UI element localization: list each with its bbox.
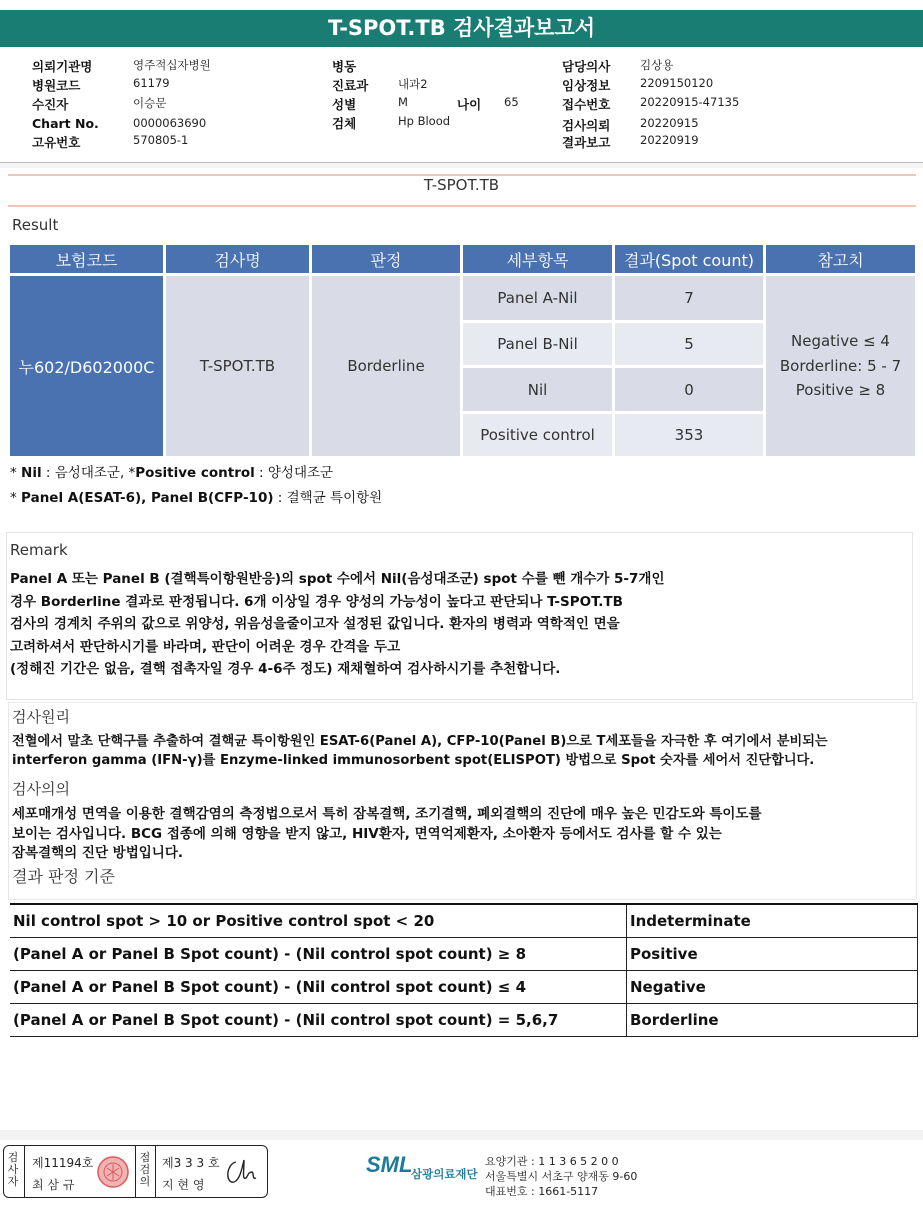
info-label: 진료과 (332, 78, 369, 93)
divider (135, 1146, 136, 1197)
seal-icon (96, 1155, 130, 1189)
criteria-condition: (Panel A or Panel B Spot count) - (Nil control spot count) = 5,6,7 (10, 1004, 627, 1037)
org-logo-text: SML (366, 1152, 413, 1177)
info-label: 임상정보 (562, 78, 611, 93)
remark-line: (정해진 기간은 없음, 결핵 접촉자일 경우 4-6주 정도) 재채혈하여 검사하시기를 추천합니다. (10, 661, 561, 677)
table-row (10, 938, 918, 971)
criteria-condition: Nil control spot > 10 or Positive control spot < 20 (10, 904, 627, 938)
reference-line: Borderline: 5 - 7 (779, 356, 902, 375)
info-value: M (398, 95, 408, 109)
significance-line: 보이는 검사입니다. BCG 접종에 의해 영향을 받지 않고, HIV환자, 면역억제환자, 소아환자 등에서도 검사를 할 수 있는 (12, 826, 722, 842)
info-value: 20220915 (640, 116, 699, 130)
org-address: 서울특별시 서초구 양재동 9-60 (485, 1170, 638, 1183)
section-title: T-SPOT.TB (423, 176, 500, 194)
info-value: 이승문 (133, 96, 167, 110)
test-name: T-SPOT.TB (166, 276, 309, 456)
footnote: * Panel A(ESAT-6), Panel B(CFP-10) : 결핵균 특이항원 (10, 490, 383, 506)
significance-heading: 검사의의 (12, 780, 70, 798)
org-code: 요양기관 : 1 1 3 6 5 2 0 0 (485, 1155, 619, 1168)
footnote: * Nil : 음성대조군, *Positive control : 양성대조군 (10, 465, 334, 481)
significance-line: 세포매개성 면역을 이용한 결핵감염의 측정법으로서 특히 잠복결핵, 조기결핵, 폐외결핵의 진단에 매우 높은 민감도와 특이도를 (12, 806, 762, 822)
principle-heading: 검사원리 (12, 708, 70, 726)
info-value: 2209150120 (640, 76, 714, 90)
criteria-heading: 결과 판정 기준 (12, 867, 115, 886)
column-header: 결과(Spot count) (615, 245, 763, 273)
tester-label: 검 사 자 (7, 1151, 19, 1188)
remark-line: Panel A 또는 Panel B (결핵특이항원반응)의 spot 수에서 Nil(음성대조군) spot 수를 뺀 개수가 5-7개인 (10, 571, 665, 587)
spot-count: 5 (615, 323, 763, 365)
column-header: 보험코드 (10, 245, 163, 273)
info-label: 담당의사 (562, 59, 611, 74)
significance-line: 잠복결핵의 진단 방법입니다. (12, 845, 184, 861)
principle-line: 전혈에서 말초 단핵구를 추출하여 결핵균 특이항원인 ESAT-6(Panel A), CFP-10(Panel B)으로 T세포들을 자극한 후 여기에서 분비되는 (12, 734, 828, 749)
criteria-result: Negative (627, 971, 918, 1004)
criteria-condition: (Panel A or Panel B Spot count) - (Nil control spot count) ≥ 8 (10, 938, 627, 971)
age-value: 65 (504, 95, 519, 109)
table-row (10, 904, 918, 938)
table-row (10, 971, 918, 1004)
remark-line: 고려하셔서 판단하시기를 바라며, 판단이 어려운 경우 간격을 두고 (10, 639, 401, 655)
info-label: 병동 (332, 59, 357, 74)
insurance-code: 누602/D602000C (10, 276, 163, 456)
result-heading: Result (12, 216, 59, 234)
criteria-table (10, 903, 918, 1037)
info-label: 의뢰기관명 (32, 59, 93, 74)
info-label: 접수번호 (562, 97, 611, 112)
column-header: 판정 (312, 245, 460, 273)
org-logo (366, 1152, 412, 1178)
reference-line: Positive ≥ 8 (795, 381, 886, 400)
detail-item: Panel B-Nil (463, 323, 612, 365)
criteria-result: Borderline (627, 1004, 918, 1037)
reference-line: Negative ≤ 4 (791, 332, 890, 351)
info-value: 20220919 (640, 133, 699, 147)
remark-heading: Remark (10, 541, 68, 559)
info-label: 고유번호 (32, 135, 81, 150)
reviewer-name: 지 현 영 (162, 1178, 205, 1192)
info-value: 570805-1 (133, 133, 189, 147)
info-value: 내과2 (398, 77, 428, 91)
reference-range (766, 276, 915, 456)
org-phone: 대표번호 : 1661-5117 (485, 1185, 599, 1198)
info-label: 검사의뢰 (562, 118, 611, 133)
divider (24, 1146, 25, 1197)
divider (0, 163, 923, 168)
info-label: Chart No. (32, 116, 99, 131)
divider (8, 205, 916, 207)
table-row (10, 1004, 918, 1037)
spot-count: 0 (615, 368, 763, 411)
info-value: 61179 (133, 76, 170, 90)
principle-line: interferon gamma (IFN-γ)를 Enzyme-linked immunosorbent spot(ELISPOT) 방법으로 Spot 숫자를 세어서 진단합니다. (12, 753, 815, 768)
age-label: 나이 (457, 97, 482, 112)
info-label: 검체 (332, 116, 357, 131)
spot-count: 353 (615, 414, 763, 456)
criteria-condition: (Panel A or Panel B Spot count) - (Nil control spot count) ≤ 4 (10, 971, 627, 1004)
column-header: 세부항목 (463, 245, 612, 273)
info-label: 수진자 (32, 97, 69, 112)
info-label: 병원코드 (32, 78, 81, 93)
column-header: 검사명 (166, 245, 309, 273)
info-value: 김상용 (640, 58, 674, 72)
reviewer-label: 점 검 의 (139, 1151, 151, 1188)
detail-item: Panel A-Nil (463, 276, 612, 320)
info-label: 결과보고 (562, 135, 611, 150)
signature-box (3, 1145, 268, 1198)
report-title: T-SPOT.TB 검사결과보고서 (0, 10, 923, 47)
criteria-result: Indeterminate (627, 904, 918, 938)
detail-item: Positive control (463, 414, 612, 456)
judgement: Borderline (312, 276, 460, 456)
remark-line: 경우 Borderline 결과로 판정됩니다. 6개 이상일 경우 양성의 가능성이 높다고 판단되나 T-SPOT.TB (10, 594, 623, 610)
info-value: Hp Blood (398, 114, 451, 128)
column-header: 참고치 (766, 245, 915, 273)
info-value: 20220915-47135 (640, 95, 740, 109)
divider (155, 1146, 156, 1197)
detail-item: Nil (463, 368, 612, 411)
reviewer-number: 제3 3 3 호 (162, 1156, 220, 1170)
info-value: 영주적십자병원 (133, 58, 211, 72)
remark-line: 검사의 경계치 주위의 값으로 위양성, 위음성을줄이고자 설정된 값입니다. 환자의 병력과 역학적인 면을 (10, 616, 620, 632)
org-name: 삼광의료재단 (411, 1167, 478, 1181)
criteria-result: Positive (627, 938, 918, 971)
info-label: 성별 (332, 97, 357, 112)
tester-name: 최 삼 규 (32, 1178, 75, 1192)
patient-info (0, 47, 923, 165)
signature-icon (222, 1154, 262, 1190)
info-value: 0000063690 (133, 116, 207, 130)
spot-count: 7 (615, 276, 763, 320)
tester-number: 제11194호 (32, 1156, 94, 1170)
